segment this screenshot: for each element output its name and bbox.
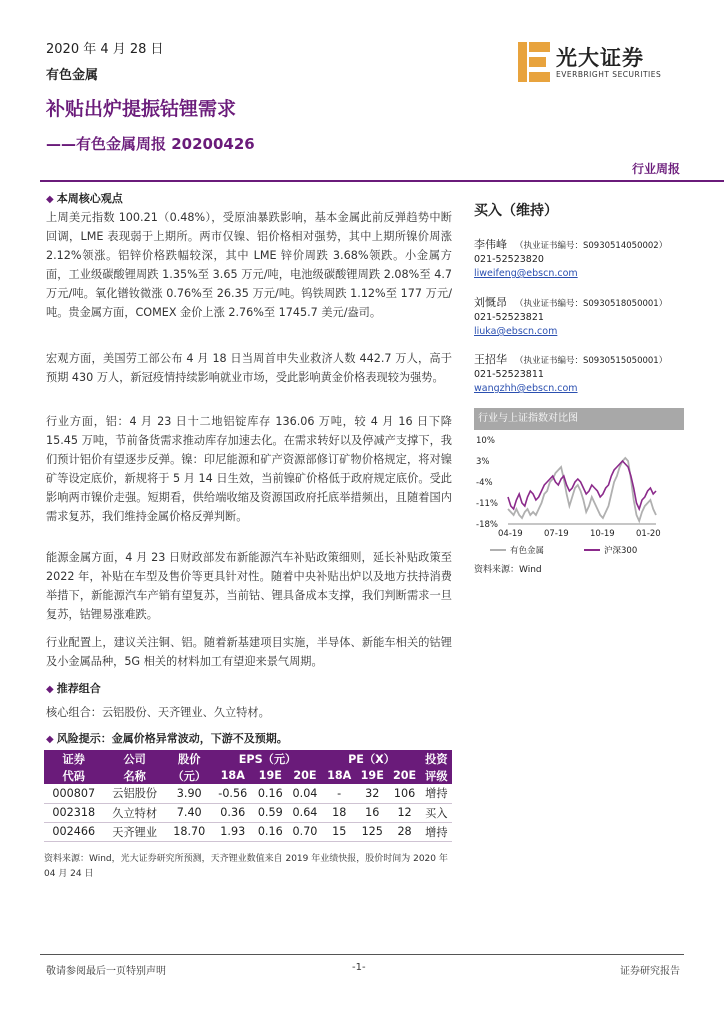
comparison-line-chart [474,432,684,558]
th-rating: 投资 [421,750,452,767]
analyst-phone: 021-52523820 [474,254,544,265]
recommend-heading-text: 推荐组合 [56,682,101,695]
cell-pe: 28 [388,822,420,841]
analyst-cert: （执业证书编号：S0930518050001） [515,299,668,309]
cell-pe: 106 [388,784,420,803]
cell-eps: 0.70 [288,822,323,841]
cell-eps: 0.16 [253,784,288,803]
diamond-bullet-icon: ◆ [46,684,54,695]
cell-price: 18.70 [166,822,213,841]
th-price: 股价 [166,750,213,767]
x-tick-label: 01-20 [636,529,661,539]
logo-mark-icon [518,42,550,82]
cell-pe: - [322,784,356,803]
chart-title: 行业与上证指数对比图 [474,408,684,430]
table-row [44,803,452,822]
cell-price: 3.90 [166,784,213,803]
cell-pe: 12 [388,803,420,822]
cell-eps: -0.56 [213,784,253,803]
risk-heading-text: 风险提示：金属价格异常波动，下游不及预期。 [56,732,288,745]
page-number: -1- [352,962,366,973]
footer-divider [40,954,684,955]
cell-pe: 32 [356,784,388,803]
analyst-card [474,353,667,396]
cell-pe: 16 [356,803,388,822]
report-title: 补贴出炉提振钴锂需求 [46,98,237,120]
table-source-note: 资料来源：Wind，光大证券研究所预测，天齐锂业数值来自 2019 年业绩快报，股价时间为 2020 年 04 月 24 日 [44,854,448,879]
analyst-email-link[interactable]: wangzhh@ebscn.com [474,383,578,394]
core-paragraph-1: 上周美元指数 100.21（0.48%），受原油暴跌影响，基本金属此前反弹趋势中断回调，LME 表现弱于上期所。两市仅镍、铝价格相对强势，其中上期所镍价周涨 2.12%领涨。铝锌价格跌幅较深，其中 LME 锌价周跌 3.68%领跌。小金属方面，工业级碳酸锂周跌 1.35%至 3.65 万元/吨，电池级碳酸锂周跌 2.08%至 4.7 万元/吨。氧化镨钕微涨 0.76%至 26.35 万元/吨。钨铁周跌 1.12%至 177 万元/吨。贵金属方面，COMEX 金价上涨 2.76%至 1745.7 美元/盎司。 [46,211,452,319]
analyst-card [474,238,667,281]
cell-name: 云铝股份 [104,784,166,803]
legend-label: 沪深300 [604,546,638,556]
risk-heading [46,730,288,746]
analyst-card [474,296,667,339]
diamond-bullet-icon: ◆ [46,734,54,745]
th-code-2: 代码 [44,767,104,784]
y-tick-label: -18% [476,520,498,530]
x-tick-label: 04-19 [498,529,523,539]
th-pe: PE（X） [322,750,420,767]
th-eps: EPS（元） [213,750,323,767]
logo-name-cn: 光大证券 [556,46,644,70]
diamond-bullet-icon: ◆ [46,194,54,205]
cell-name: 天齐锂业 [104,822,166,841]
recommend-heading [46,680,101,696]
table-row [44,784,452,803]
rating-label: 买入（维持） [474,203,558,219]
th-name: 公司 [104,750,166,767]
analyst-phone: 021-52523821 [474,312,544,323]
y-tick-label: -11% [476,499,498,509]
chart-source-note: 资料来源：Wind [474,565,542,575]
y-tick-label: 3% [476,457,490,467]
sector-label: 有色金属 [46,68,99,83]
th-name-2: 名称 [104,767,166,784]
analyst-email-link[interactable]: liuka@ebscn.com [474,326,558,337]
core-view-heading-text: 本周核心观点 [56,192,123,205]
cell-eps: 0.16 [253,822,288,841]
cell-eps: 0.59 [253,803,288,822]
th-rating-2: 评级 [421,767,452,784]
core-paragraph-3: 行业方面，铝：4 月 23 日十二地铝锭库存 136.06 万吨，较 4 月 16 日下降 15.45 万吨，节前备货需求推动库存加速去化。在需求转好以及停减产支撑下，我们预计铝价有望逐步反弹。镍：印尼能源和矿产资源部修订矿物价格规定，将对镍矿等设定底价，新规将于 5 月 14 日生效，当前镍矿价格低于政府规定底价。受此影响两市镍价走强。短期看，供给端收缩及资源国政府托底举措频出，且随着国内需求复苏，我们维持金属价格反弹判断。 [46,415,452,523]
cell-rating: 增持 [421,822,452,841]
analyst-name: 刘慨昂 [474,296,507,309]
stock-forecast-table [44,750,452,842]
th-price-2: （元） [166,767,213,784]
legend-label: 有色金属 [510,546,545,556]
report-date: 2020 年 4 月 28 日 [46,42,164,57]
core-paragraph-4: 能源金属方面，4 月 23 日财政部发布新能源汽车补贴政策细则，延长补贴政策至 2022 年，补贴在车型及售价等更具针对性。随着中央补贴出炉以及地方扶持消费举措下，新能源汽车产销有望复苏，当前钴、锂具备成本支撑，我们判断需求一旦复苏，钴锂易涨难跌。 [46,551,452,621]
x-tick-label: 10-19 [590,529,615,539]
analyst-email-link[interactable]: liweifeng@ebscn.com [474,268,578,279]
cell-pe: 18 [322,803,356,822]
cell-eps: 1.93 [213,822,253,841]
header-divider [40,180,724,182]
core-portfolio-text: 核心组合：云铝股份、天齐锂业、久立特材。 [46,706,270,719]
cell-eps: 0.04 [288,784,323,803]
report-type-label: 行业周报 [631,162,680,176]
th-pe-y1: 18A [322,767,356,784]
analyst-cert: （执业证书编号：S0930515050001） [515,356,668,366]
analyst-phone: 021-52523811 [474,369,544,380]
cell-pe: 15 [322,822,356,841]
th-code: 证券 [44,750,104,767]
core-view-heading [46,190,123,206]
th-pe-y3: 20E [388,767,420,784]
analyst-cert: （执业证书编号：S0930514050002） [515,241,668,251]
cell-code: 002318 [44,803,104,822]
analyst-name: 王招华 [474,353,507,366]
table-row [44,822,452,841]
cell-rating: 买入 [421,803,452,822]
cell-eps: 0.36 [213,803,253,822]
th-eps-y1: 18A [213,767,253,784]
cell-name: 久立特材 [104,803,166,822]
y-tick-label: -4% [476,478,493,488]
footer-doc-type: 证券研究报告 [620,966,680,977]
cell-pe: 125 [356,822,388,841]
analyst-name: 李伟峰 [474,238,507,251]
cell-rating: 增持 [421,784,452,803]
cell-code: 002466 [44,822,104,841]
th-eps-y3: 20E [288,767,323,784]
cell-price: 7.40 [166,803,213,822]
cell-eps: 0.64 [288,803,323,822]
logo-name-en: EVERBRIGHT SECURITIES [556,70,662,79]
footer-disclaimer: 敬请参阅最后一页特别声明 [46,966,166,977]
x-tick-label: 07-19 [544,529,569,539]
everbright-logo [518,40,698,90]
report-subtitle: ——有色金属周报 20200426 [46,135,255,153]
y-tick-label: 10% [476,436,495,446]
th-eps-y2: 19E [253,767,288,784]
th-pe-y2: 19E [356,767,388,784]
core-paragraph-2: 宏观方面，美国劳工部公布 4 月 18 日当周首申失业救济人数 442.7 万人，高于预期 430 万人，新冠疫情持续影响就业市场，受此影响黄金价格表现较为强势。 [46,352,452,384]
core-paragraph-5: 行业配置上，建议关注铜、铝。随着新基建项目实施，半导体、新能车相关的钴锂及小金属品种，5G 相关的材料加工有望迎来景气周期。 [46,636,452,668]
cell-code: 000807 [44,784,104,803]
